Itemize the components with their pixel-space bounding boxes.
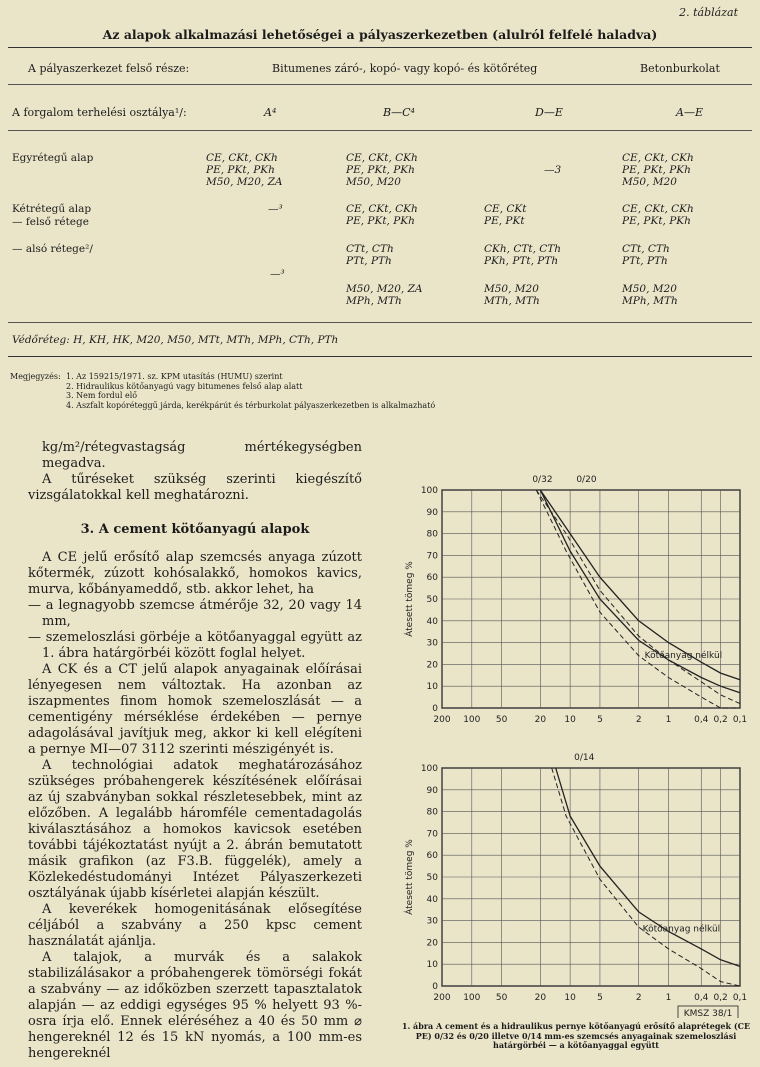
y-tick-label: 100 [420,486,438,496]
notes-label: Megjegyzés: [10,372,61,381]
paragraph: A talajok, a murvák és a salakok stabilizálásakor a próbahengerek tömörségi fokát a szabvány — az időközben szerzett tapasztalatok alapján — az eddigi egységes 95 % helyett 93 %-osra írja elő. Ennek eléréséhez a 40 és 50 mm ⌀ hengereknél 12 és 15 kN nyomás, a 100 mm-es hengereknél [28,950,362,1061]
traffic-class-label: A forgalom terhelési osztálya¹/: [12,106,187,119]
cell-egyretegu-de: —3 [544,164,562,176]
y-tick-label: 80 [426,529,438,540]
y-tick-label: 100 [420,764,438,774]
x-tick-label: 0,1 [732,993,748,1003]
x-tick-label: 10 [564,993,576,1003]
header-rule-1 [8,84,752,85]
x-tick-label: 100 [463,715,481,725]
header-rule-2 [8,130,752,131]
y-tick-label: 70 [426,829,438,840]
cell-egyretegu-a: CE, CKt, CKh PE, PKt, PKh M50, M20, ZA [206,152,283,188]
section-heading: 3. A cement kötőanyagú alapok [80,522,310,537]
x-tick-label: 20 [534,993,547,1003]
x-tick-label: 5 [597,993,603,1003]
cell-also-bc2: M50, M20, ZA MPh, MTh [346,283,423,307]
cell-egyretegu-ae: CE, CKt, CKh PE, PKt, PKh M50, M20 [622,152,694,188]
y-tick-label: 30 [426,638,438,649]
paragraph: A tűréseket szükség szerinti kiegészítő vizsgálatokkal kell meghatározni. [28,472,362,503]
list-item: — a legnagyobb szemcse átmérője 32, 20 vagy 14 mm, [28,598,362,629]
stamp-text: KMSZ 38/1 [683,1009,733,1018]
x-tick-label: 2 [635,993,642,1003]
x-tick-label: 200 [433,993,451,1003]
cell-also-ae2: M50, M20 MPh, MTh [622,283,678,307]
y-tick-label: 80 [426,807,438,818]
header-beton: Betonburkolat [640,62,720,75]
y-tick-label: 10 [426,682,438,693]
row-label-also: — alsó rétege²/ [12,243,93,255]
body-text [28,440,362,1062]
table-bottom-rule [8,356,752,357]
row-label-egyretegu: Egyrétegű alap [12,152,94,164]
grading-chart-bottom [398,746,754,1018]
x-tick-label: 0,1 [732,715,748,725]
y-axis-label: Átesett tömeg % [405,839,415,915]
grading-chart-top [398,468,754,740]
cell-ketretegu-bc: CE, CKt, CKh PE, PKt, PKh [346,203,418,227]
series-line-0-14 [556,768,740,966]
y-tick-label: 20 [426,938,438,949]
paragraph: A technológiai adatok meghatározásához szükséges próbahengerek készítésének előírásai az új szabványban sokkal részletesebbek, mint az előzőben. A legalább háromféle cementadagolás kiválasztásához a homokos kavicsok esetében további tájékoztatást nyújt a 2. ábrán bemutatott másik grafikon (az F3.B. függelék), amely a Közlekedéstudományi Intézet Pályaszerkezeti osztályának újabb kísérletei alapján készült. [28,758,362,901]
series-line-no-binder [536,490,740,704]
y-tick-label: 50 [426,873,438,883]
x-tick-label: 0,4 [694,715,709,725]
x-tick-label: 50 [495,715,508,725]
y-tick-label: 50 [426,595,438,605]
paragraph: A CK és a CT jelű alapok anyagainak előírásai lényegesen nem változtak. Ha azonban az iszapmentes finom homok szemeloszlását — a cementigény mérséklése érdekében — pernye adagolásával javítjuk meg, akkor ki kell elégíteni a pernye MI—07 3112 szerinti mészigényét is. [28,662,362,757]
notes-list: 1. Az 159215/1971. sz. KPM utasítás (HUMU) szerint 2. Hidraulikus kötőanyagú vagy bitumenes felső alap alatt 3. Nem fordul elő 4. Aszfalt kopóréteggű járda, kerékpárút és térburkolat pályaszerkezetben is alkalmazható [66,372,436,410]
table-title: Az alapok alkalmazási lehetőségei a pályaszerkezetben (alulról felfelé haladva) [102,27,658,42]
y-tick-label: 30 [426,916,438,927]
x-tick-label: 1 [665,715,672,725]
col-de: D—E [535,106,563,119]
x-tick-label: 10 [564,715,576,725]
y-tick-label: 90 [426,507,438,518]
y-tick-label: 40 [426,616,438,627]
y-tick-label: 0 [432,982,438,992]
y-tick-label: 60 [426,851,438,862]
paragraph: A keverékek homogenitásának elősegítése céljából a szabvány a 250 kpsc cement használatát ajánlja. [28,902,362,949]
cell-also-de2: M50, M20 MTh, MTh [484,283,540,307]
header-surface-label: A pályaszerkezet felső része: [28,62,190,75]
y-axis-label: Átesett tömeg % [405,561,415,637]
x-tick-label: 0,2 [713,715,728,725]
stamp [678,1006,738,1018]
table-top-rule [8,47,752,48]
curve-note: Kötőanyag nélkül [644,650,723,661]
series-label-0-32: 0/32 [532,475,553,485]
cell-ketretegu-de: CE, CKt PE, PKt [484,203,527,227]
x-tick-label: 200 [433,715,451,725]
col-ae: A—E [676,106,703,119]
y-tick-label: 90 [426,785,438,796]
x-tick-label: 0,2 [713,993,728,1003]
y-tick-label: 70 [426,551,438,562]
cell-ketretegu-ae: CE, CKt, CKh PE, PKt, PKh [622,203,694,227]
curve-note: Kötőanyag nélkül [642,924,721,935]
figure-caption: 1. ábra A cement és a hidraulikus pernye kötőanyagú erősítő alaprétegek (CE PE) 0/32 és 0/20 illetve 0/14 mm-es szemcsés anyagainak szemeloszlási határgörbéi — a kötőanyaggal együtt [401,1021,751,1050]
x-tick-label: 100 [463,993,481,1003]
series-label-0-14: 0/14 [574,753,595,763]
series-label-0-20: 0/20 [576,475,597,485]
col-bc: B—C⁴ [383,106,415,119]
y-tick-label: 20 [426,660,438,671]
x-tick-label: 2 [635,715,642,725]
paragraph: A CE jelű erősítő alap szemcsés anyaga zúzott kőtermék, zúzott kohósalakkő, homokos kavics, murva, kőbányameddő, stb. akkor lehet, ha [28,550,362,597]
y-tick-label: 0 [432,704,438,714]
y-tick-label: 40 [426,894,438,905]
cell-also-de1: CKh, CTt, CTh PKh, PTt, PTh [484,243,562,267]
row-label-ketretegu: Kétrétegű alap — felső rétege [12,203,92,228]
cell-also-ae1: CTt, CTh PTt, PTh [622,243,670,267]
cell-ketretegu-a: —³ [268,203,283,215]
y-tick-label: 10 [426,960,438,971]
table-number: 2. táblázat [679,6,738,19]
x-tick-label: 50 [495,993,508,1003]
x-tick-label: 1 [665,993,672,1003]
table-rule-3 [8,322,752,323]
list-item: — szemeloszlási görbéje a kötőanyaggal együtt az 1. ábra határgörbéi között foglal helyet. [28,630,362,661]
y-tick-label: 60 [426,573,438,584]
header-bitumen: Bitumenes záró-, kopó- vagy kopó- és kötőréteg [272,62,538,75]
col-a: A⁴ [264,106,277,119]
x-tick-label: 5 [597,715,603,725]
x-tick-label: 20 [534,715,547,725]
paragraph: kg/m²/rétegvastagság mértékegységben megadva. [42,440,362,471]
cell-egyretegu-bc: CE, CKt, CKh PE, PKt, PKh M50, M20 [346,152,418,188]
protective-layer-row: Védőréteg: H, KH, HK, M20, M50, MTt, MTh, MPh, CTh, PTh [12,334,339,346]
cell-also-bc1: CTt, CTh PTt, PTh [346,243,394,267]
cell-also-a: —³ [270,268,285,280]
x-tick-label: 0,4 [694,993,709,1003]
